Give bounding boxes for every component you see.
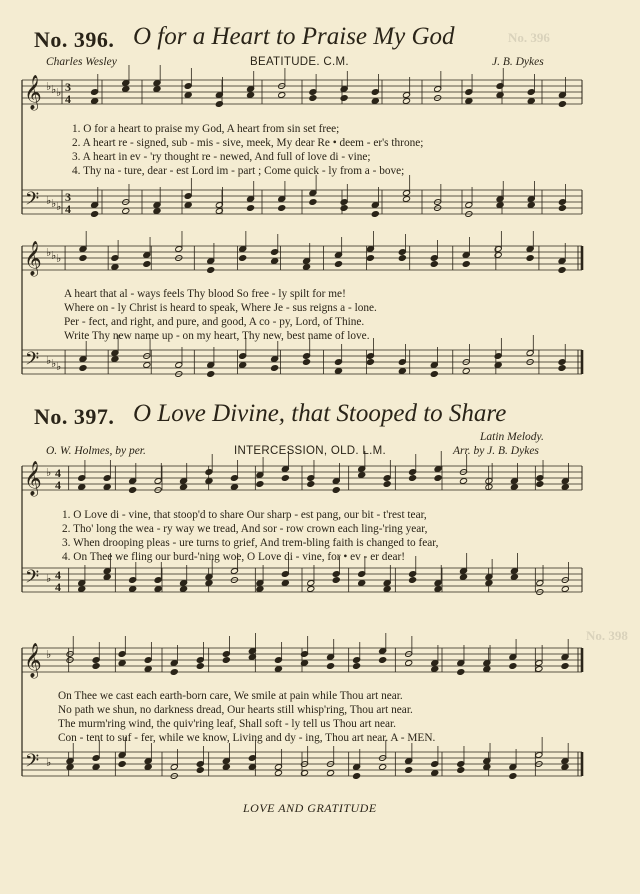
note-head — [205, 580, 213, 587]
note-head — [103, 484, 111, 491]
note-head — [327, 663, 335, 670]
note-head — [494, 252, 502, 259]
note-head — [383, 481, 391, 488]
note-head — [353, 773, 361, 780]
hymn-397-tune: INTERCESSION, OLD. L.M. — [234, 445, 386, 457]
treble-clef: 𝄞 — [24, 643, 42, 678]
note-head — [496, 92, 504, 99]
note-head — [184, 202, 192, 209]
note-head — [509, 663, 517, 670]
note-head — [122, 86, 130, 93]
note-head — [118, 761, 126, 768]
note-head — [79, 365, 87, 372]
note-head — [207, 371, 215, 378]
note-head — [462, 261, 470, 268]
hymn-397-arranger: Arr. by J. B. Dykes — [453, 445, 539, 457]
flat-sign: ♭ — [46, 194, 52, 207]
note-head — [483, 764, 491, 771]
time-signature: 3 — [65, 190, 71, 204]
hymn-397-title: O Love Divine, that Stooped to Share — [133, 400, 507, 427]
note-head — [309, 199, 317, 206]
note-head — [457, 669, 465, 676]
note-head — [558, 365, 566, 372]
bleed-through-mark-side: No. 398 — [586, 628, 628, 643]
note-head — [281, 580, 289, 587]
treble-clef: 𝄞 — [24, 241, 42, 276]
note-head — [103, 574, 111, 581]
note-head — [405, 660, 413, 667]
flat-sign: ♭ — [56, 200, 62, 213]
note-head — [332, 577, 340, 584]
note-head — [334, 368, 342, 375]
note-head — [278, 92, 286, 99]
flat-sign: ♭ — [51, 357, 57, 370]
hymn-397-origin: Latin Melody. — [480, 431, 544, 443]
note-head — [207, 267, 215, 274]
bleed-through-mark-top: No. 396 — [508, 30, 550, 45]
flat-sign: ♭ — [46, 80, 52, 93]
note-head — [431, 770, 439, 777]
note-head — [281, 475, 289, 482]
note-head — [205, 478, 213, 485]
note-head — [278, 205, 286, 212]
note-head — [230, 484, 238, 491]
note-head — [379, 764, 387, 771]
note-head — [340, 95, 348, 102]
time-signature: 3 — [65, 80, 71, 94]
note-head — [402, 98, 410, 105]
time-signature: 4 — [55, 568, 61, 582]
lyric-line: A heart that al - ways feels Thy blood So free - ly spilt for me! — [64, 288, 346, 300]
note-head — [398, 255, 406, 262]
lyric-line: Where on - ly Christ is heard to speak, Where Je - sus reigns a - lone. — [64, 302, 377, 314]
note-head — [92, 663, 100, 670]
note-head — [431, 666, 439, 673]
hymn-397-number: No. 397. — [34, 404, 115, 429]
note-head — [78, 586, 86, 593]
note-head — [144, 764, 152, 771]
note-head — [122, 208, 130, 215]
note-head — [527, 202, 535, 209]
flat-sign: ♭ — [56, 252, 62, 265]
note-head — [111, 264, 119, 271]
bass-clef: 𝄢 — [25, 189, 40, 214]
note-head — [409, 475, 417, 482]
note-head — [430, 261, 438, 268]
note-head — [170, 669, 178, 676]
treble-clef: 𝄞 — [24, 75, 42, 110]
note-head — [332, 487, 340, 494]
lyric-line: 3. When drooping pleas - ure turns to grief, And trem-bling faith is changed to fear, — [62, 537, 439, 549]
time-signature: 4 — [55, 466, 61, 480]
note-head — [144, 666, 152, 673]
hymn-396-title: O for a Heart to Praise My God — [133, 23, 455, 50]
note-head — [78, 484, 86, 491]
note-head — [215, 101, 223, 108]
note-head — [271, 258, 279, 265]
note-head — [153, 208, 161, 215]
note-head — [153, 86, 161, 93]
note-head — [79, 255, 87, 262]
hymn-396-tune: BEATITUDE. C.M. — [250, 56, 349, 68]
note-head — [371, 211, 379, 218]
note-head — [239, 362, 247, 369]
note-head — [111, 356, 119, 363]
note-head — [430, 371, 438, 378]
lyric-line: The murm'ring wind, the quiv'ring leaf, Shall soft - ly tell us Thou art near. — [58, 718, 396, 730]
note-head — [409, 577, 417, 584]
note-head — [180, 586, 188, 593]
note-head — [558, 267, 566, 274]
flat-sign: ♭ — [46, 756, 52, 769]
note-head — [494, 362, 502, 369]
note-head — [196, 767, 204, 774]
lyric-line: Per - fect, and right, and pure, and good, A co - py, Lord, of Thine. — [64, 316, 365, 328]
note-head — [353, 663, 361, 670]
note-head — [379, 657, 387, 664]
note-head — [247, 92, 255, 99]
note-head — [334, 261, 342, 268]
lyric-line: 4. On Thee we fling our burd-'ning woe, O Love di - vine, for • ev - er dear! — [62, 551, 406, 563]
note-head — [307, 481, 315, 488]
treble-clef: 𝄞 — [24, 461, 42, 496]
time-signature: 4 — [65, 202, 71, 216]
note-head — [462, 368, 470, 375]
note-head — [510, 574, 518, 581]
note-head — [535, 666, 543, 673]
note-head — [274, 770, 282, 777]
hymn-396-author: Charles Wesley — [46, 56, 117, 68]
note-head — [496, 202, 504, 209]
note-head — [526, 255, 534, 262]
note-head — [309, 95, 317, 102]
lyric-line: Write Thy new name up - on my heart, Thy new, best name of love. — [64, 330, 370, 342]
note-head — [92, 764, 100, 771]
note-head — [510, 484, 518, 491]
flat-sign: ♭ — [51, 197, 57, 210]
bass-clef: 𝄢 — [25, 567, 40, 592]
lyric-line: 2. A heart re - signed, sub - mis - sive, meek, My dear Re • deem - er's throne; — [72, 137, 424, 149]
lyric-line: 4. Thy na - ture, dear - est Lord im - part ; Come quick - ly from a - bove; — [72, 165, 405, 177]
flat-sign: ♭ — [46, 466, 52, 479]
lyric-line: 2. Tho' long the wea - ry way we tread, And sor - row crown each ling-'ring year, — [62, 523, 428, 535]
time-signature: 4 — [55, 478, 61, 492]
note-head — [247, 205, 255, 212]
note-head — [143, 362, 151, 369]
note-head — [222, 657, 230, 664]
note-head — [358, 472, 366, 479]
lyric-line: Con - tent to suf - fer, while we know, Living and dy - ing, Thou art near. A - MEN. — [58, 732, 436, 744]
note-head — [271, 365, 279, 372]
note-head — [434, 475, 442, 482]
note-head — [459, 574, 467, 581]
hymn-397-author: O. W. Holmes, by per. — [46, 445, 146, 457]
note-head — [509, 773, 517, 780]
lyric-line: On Thee we cast each earth-born care, We smile at pain while Thou art near. — [58, 690, 403, 702]
note-head — [274, 666, 282, 673]
time-signature: 4 — [55, 580, 61, 594]
note-head — [91, 98, 99, 105]
note-head — [527, 98, 535, 105]
bass-clef: 𝄢 — [25, 751, 40, 776]
note-head — [485, 580, 493, 587]
lyric-line: 1. O for a heart to praise my God, A heart from sin set free; — [72, 123, 340, 135]
note-head — [196, 663, 204, 670]
note-head — [184, 92, 192, 99]
note-head — [366, 255, 374, 262]
note-head — [239, 255, 247, 262]
bass-clef: 𝄢 — [25, 349, 40, 374]
note-head — [558, 205, 566, 212]
note-head — [383, 586, 391, 593]
note-head — [405, 767, 413, 774]
flat-sign: ♭ — [46, 572, 52, 585]
note-head — [303, 359, 311, 366]
flat-sign: ♭ — [46, 354, 52, 367]
lyric-line: No path we shun, no darkness dread, Our hearts still whisp'ring, Thou art near. — [58, 704, 413, 716]
note-head — [180, 484, 188, 491]
flat-sign: ♭ — [56, 86, 62, 99]
note-head — [536, 481, 544, 488]
hymn-396-composer: J. B. Dykes — [492, 56, 544, 68]
note-head — [434, 586, 442, 593]
note-head — [307, 586, 315, 593]
note-head — [465, 98, 473, 105]
note-head — [222, 764, 230, 771]
note-head — [366, 359, 374, 366]
note-head — [129, 586, 137, 593]
note-head — [371, 98, 379, 105]
flat-sign: ♭ — [51, 249, 57, 262]
lyric-line: 3. A heart in ev - 'ry thought re - newed, And full of love di - vine; — [72, 151, 371, 163]
time-signature: 4 — [65, 92, 71, 106]
page-footer: LOVE AND GRATITUDE — [243, 801, 377, 815]
note-head — [66, 764, 74, 771]
note-head — [358, 580, 366, 587]
note-head — [561, 663, 569, 670]
flat-sign: ♭ — [56, 360, 62, 373]
note-head — [457, 767, 465, 774]
note-head — [561, 764, 569, 771]
hymn-396-number: No. 396. — [34, 27, 115, 52]
note-head — [143, 261, 151, 268]
note-head — [558, 101, 566, 108]
note-head — [459, 478, 467, 485]
lyric-line: 1. O Love di - vine, that stoop'd to share Our sharp - est pang, our bit - t'rest tear, — [62, 509, 427, 521]
note-head — [340, 205, 348, 212]
flat-sign: ♭ — [46, 648, 52, 661]
note-head — [129, 487, 137, 494]
note-head — [483, 666, 491, 673]
note-head — [561, 484, 569, 491]
note-head — [327, 770, 335, 777]
note-head — [256, 481, 264, 488]
note-head — [402, 196, 410, 203]
flat-sign: ♭ — [51, 83, 57, 96]
note-head — [398, 368, 406, 375]
note-head — [561, 586, 569, 593]
note-head — [303, 264, 311, 271]
note-head — [154, 586, 162, 593]
note-head — [118, 660, 126, 667]
flat-sign: ♭ — [46, 246, 52, 259]
note-head — [256, 586, 264, 593]
note-head — [91, 211, 99, 218]
